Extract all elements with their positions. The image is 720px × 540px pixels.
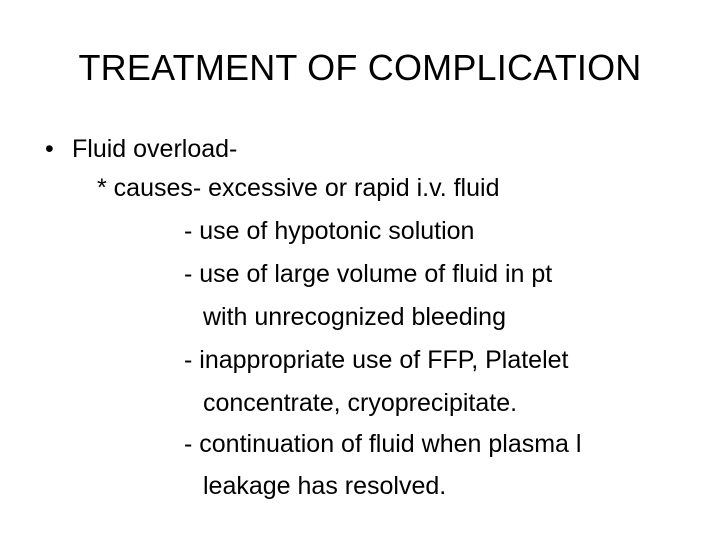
cause-item: - continuation of fluid when plasma l	[184, 430, 582, 458]
cause-item: - use of large volume of fluid in pt	[184, 260, 553, 288]
cause-item: - inappropriate use of FFP, Platelet	[184, 346, 569, 374]
bullet-heading: Fluid overload-	[72, 135, 238, 163]
cause-item-continuation: concentrate, cryoprecipitate.	[203, 389, 518, 417]
cause-item: - use of hypotonic solution	[184, 217, 475, 245]
slide-title: TREATMENT OF COMPLICATION	[78, 47, 642, 88]
bullet-marker: •	[45, 135, 54, 163]
cause-item-continuation: with unrecognized bleeding	[203, 303, 506, 331]
causes-line: * causes- excessive or rapid i.v. fluid	[97, 174, 500, 202]
cause-item-continuation: leakage has resolved.	[203, 472, 447, 500]
